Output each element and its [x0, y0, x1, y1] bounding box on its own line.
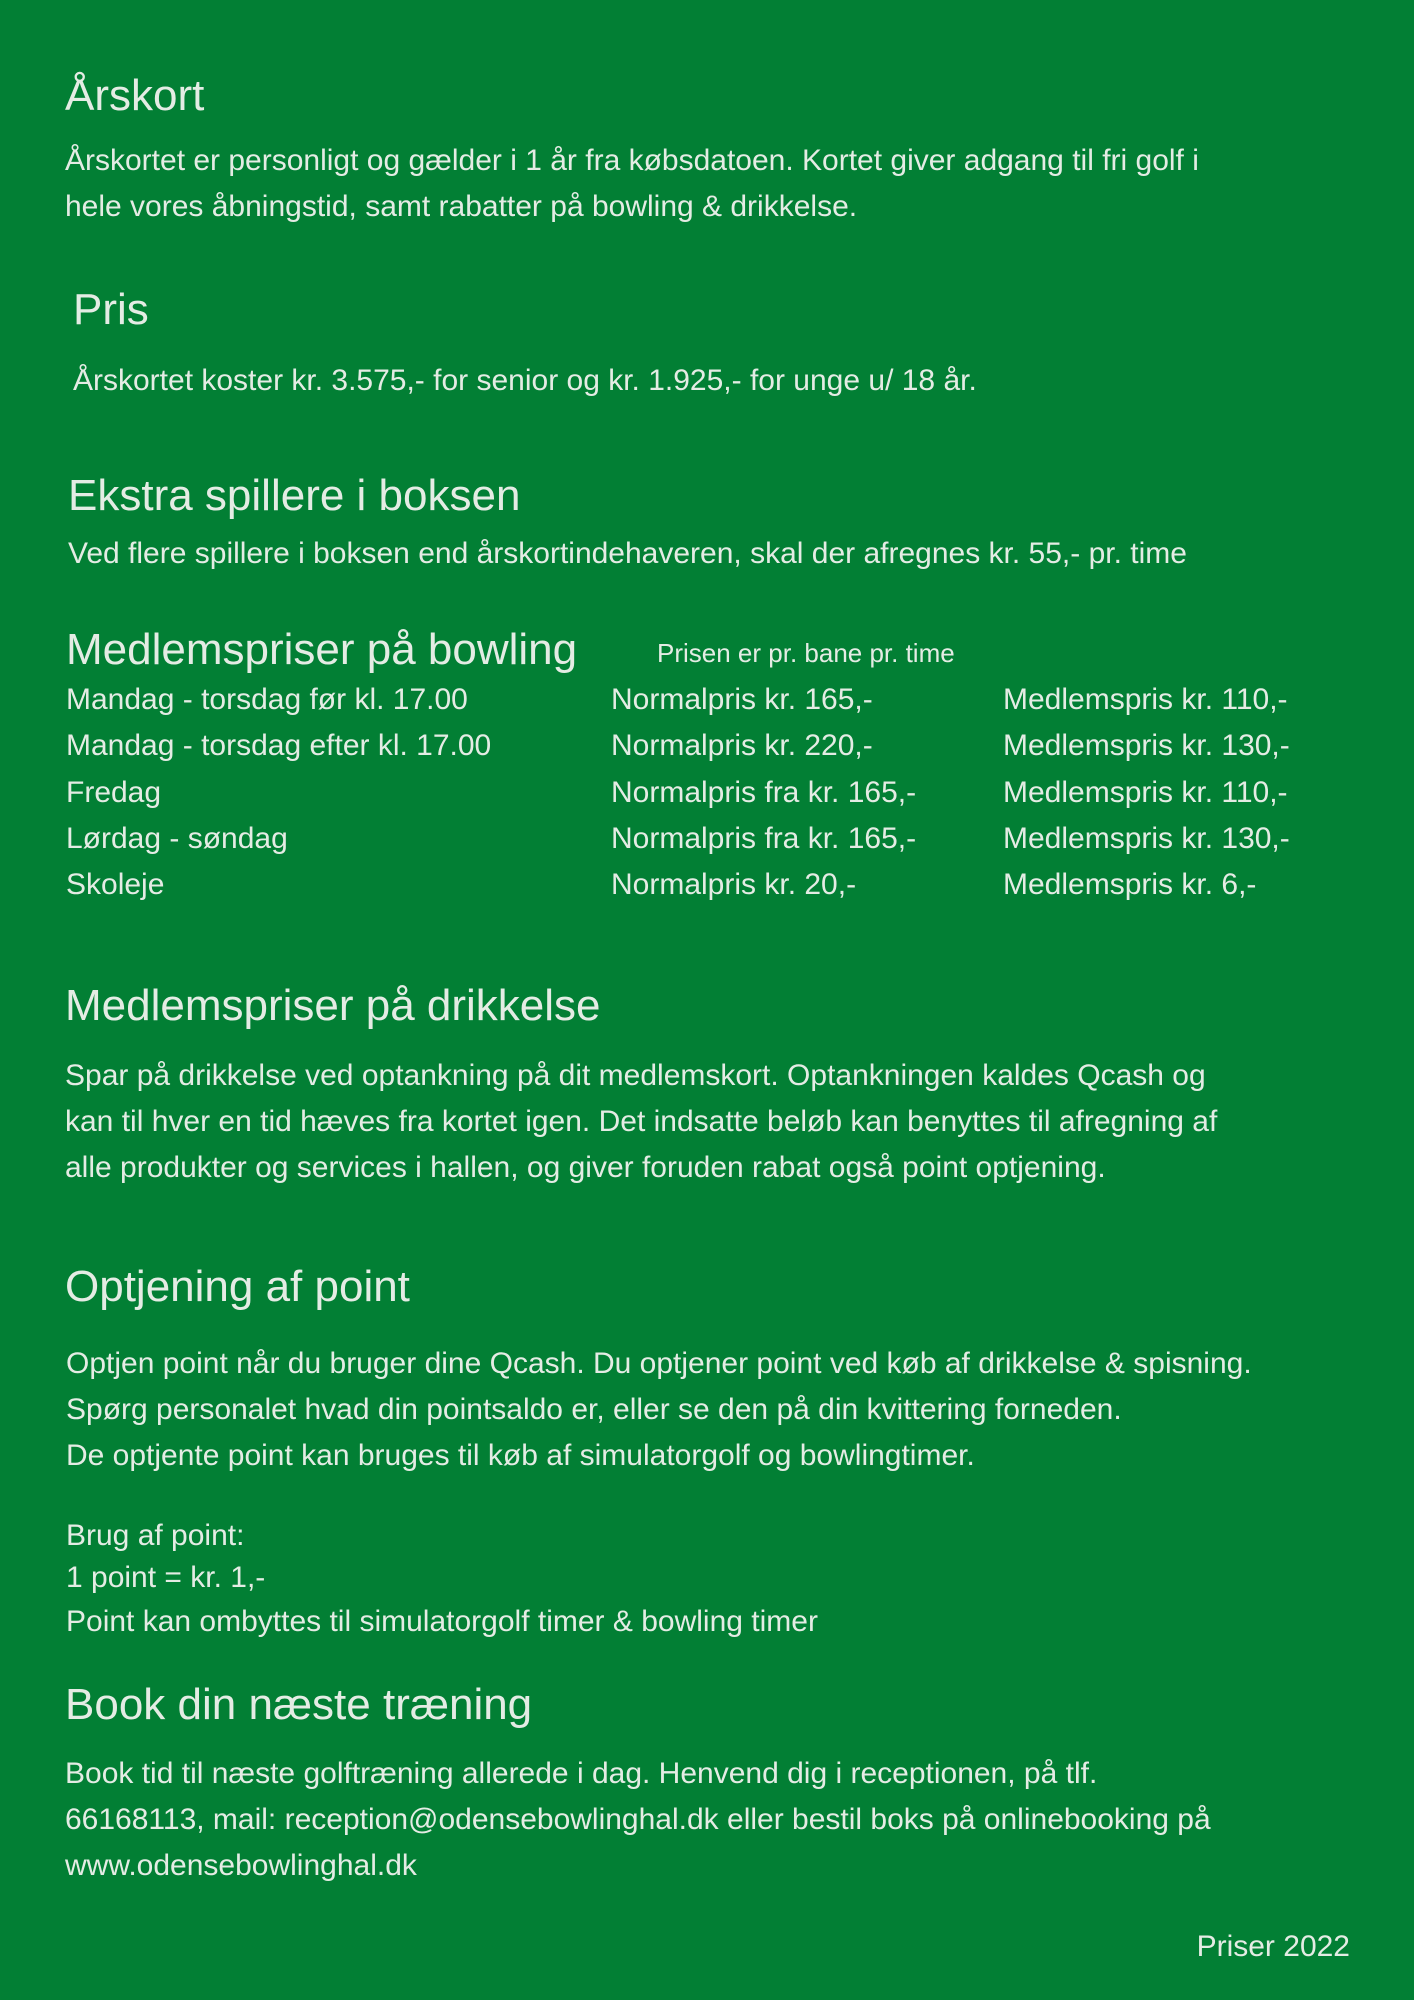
bowling-member-price: Medlemspris kr. 130,- [1003, 729, 1290, 762]
bowling-normal-price: Normalpris kr. 165,- [611, 683, 873, 716]
bowling-normal-price: Normalpris kr. 20,- [611, 868, 857, 901]
aarskort-heading: Årskort [65, 71, 205, 120]
point-usage-line-2: 1 point = kr. 1,- [66, 1561, 266, 1594]
ekstra-heading: Ekstra spillere i boksen [68, 471, 521, 520]
bowling-row [66, 723, 1366, 769]
bowling-member-price: Medlemspris kr. 130,- [1003, 822, 1290, 855]
bowling-row [66, 862, 1366, 908]
bowling-normal-price: Normalpris kr. 220,- [611, 729, 873, 762]
point-line-2: Spørg personalet hvad din pointsaldo er, eller se den på din kvittering forneden. [66, 1393, 1122, 1426]
point-line-1: Optjen point når du bruger dine Qcash. Du optjener point ved køb af drikkelse & spisning. [66, 1347, 1252, 1380]
bowling-member-price: Medlemspris kr. 110,- [1003, 683, 1288, 716]
bowling-row [66, 770, 1366, 816]
pris-text: Årskortet koster kr. 3.575,- for senior og kr. 1.925,- for unge u/ 18 år. [73, 364, 977, 397]
footer-price-year: Priser 2022 [1196, 1930, 1350, 1963]
point-text [66, 1341, 1252, 1479]
aarskort-line-1: Årskortet er personligt og gælder i 1 år fra købsdatoen. Kortet giver adgang til fri golf i [65, 144, 1199, 177]
bowling-row [66, 816, 1366, 862]
bowling-heading: Medlemspriser på bowling [66, 625, 578, 674]
ekstra-text: Ved flere spillere i boksen end årskortindehaveren, skal der afregnes kr. 55,- pr. time [68, 537, 1187, 570]
drikkelse-line-1: Spar på drikkelse ved optankning på dit medlemskort. Optankningen kaldes Qcash og [65, 1059, 1206, 1092]
bowling-normal-price: Normalpris fra kr. 165,- [611, 776, 917, 809]
drikkelse-line-2: kan til hver en tid hæves fra kortet igen. Det indsatte beløb kan benyttes til afregning af [65, 1105, 1218, 1138]
bowling-row [66, 677, 1366, 723]
bowling-day: Mandag - torsdag før kl. 17.00 [66, 683, 468, 716]
point-usage [66, 1515, 818, 1643]
drikkelse-line-3: alle produkter og services i hallen, og giver foruden rabat også point optjening. [65, 1151, 1106, 1184]
point-heading: Optjening af point [65, 1262, 410, 1311]
point-line-3: De optjente point kan bruges til køb af simulatorgolf og bowlingtimer. [66, 1439, 975, 1472]
book-line-3: www.odensebowlinghal.dk [65, 1849, 417, 1882]
book-heading: Book din næste træning [65, 1680, 533, 1729]
bowling-member-price: Medlemspris kr. 110,- [1003, 776, 1288, 809]
bowling-day: Skoleje [66, 868, 165, 901]
bowling-day: Lørdag - søndag [66, 822, 288, 855]
book-text [65, 1751, 1211, 1889]
bowling-normal-price: Normalpris fra kr. 165,- [611, 822, 917, 855]
book-line-1: Book tid til næste golftræning allerede i dag. Henvend dig i receptionen, på tlf. [65, 1757, 1098, 1790]
book-line-2: 66168113, mail: reception@odensebowlinghal.dk eller bestil boks på onlinebooking på [65, 1803, 1211, 1836]
aarskort-text [65, 138, 1199, 230]
aarskort-line-2: hele vores åbningstid, samt rabatter på bowling & drikkelse. [65, 190, 858, 223]
bowling-day: Mandag - torsdag efter kl. 17.00 [66, 729, 492, 762]
drikkelse-text [65, 1053, 1217, 1191]
point-usage-line-3: Point kan ombyttes til simulatorgolf timer & bowling timer [66, 1605, 818, 1638]
drikkelse-heading: Medlemspriser på drikkelse [65, 981, 601, 1030]
point-usage-line-1: Brug af point: [66, 1519, 245, 1552]
pris-heading: Pris [73, 285, 149, 334]
bowling-day: Fredag [66, 776, 162, 809]
bowling-note: Prisen er pr. bane pr. time [657, 638, 955, 668]
bowling-member-price: Medlemspris kr. 6,- [1003, 868, 1257, 901]
